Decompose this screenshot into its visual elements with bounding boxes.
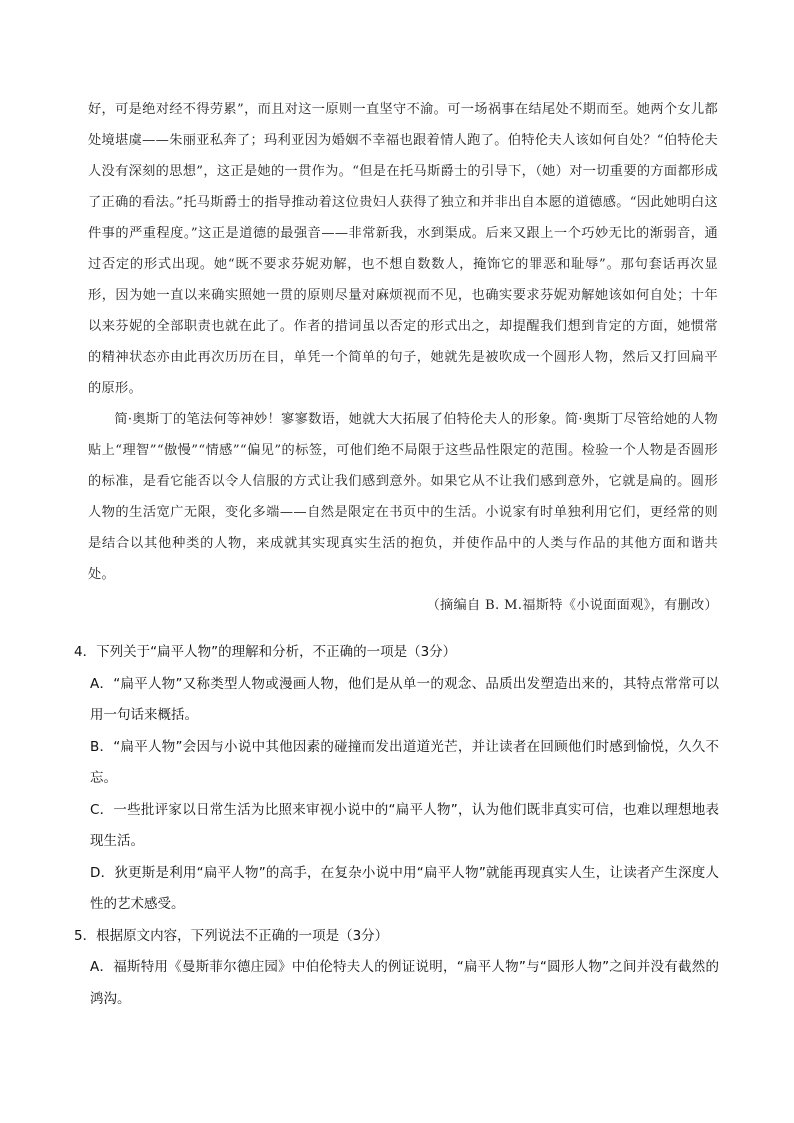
question-list	[74, 637, 719, 1015]
question-5-stem: 5．根据原文内容，下列说法不正确的一项是（3分）	[74, 927, 389, 944]
question-5-option-a: A．福斯特用《曼斯菲尔德庄园》中伯伦特夫人的例证说明，“扁平人物”与“圆形人物”之间并没有截然的鸿沟。	[90, 959, 719, 1007]
question-4-option-c: C．一些批评家以日常生活为比照来审视小说中的“扁平人物”，认为他们既非真实可信，也难以理想地表现生活。	[90, 801, 719, 849]
question-4-option-a: A．“扁平人物”又称类型人物或漫画人物，他们是从单一的观念、品质出发塑造出来的，其特点常常可以用一句话来概括。	[90, 675, 719, 723]
passage-paragraph-1: 好，可是绝对经不得劳累”，而且对这一原则一直坚守不渝。可一场祸事在结尾处不期而至。她两个女儿都处境堪虞——朱丽亚私奔了；玛利亚因为婚姻不幸福也跟着情人跑了。伯特伦夫人该如何自处？“伯特伦夫人没有深刻的思想”，这正是她的一贯作为。“但是在托马斯爵士的引导下，（她）对一切重要的方面都形成了正确的看法。”托马斯爵士的指导推动着这位贵妇人获得了独立和并非出自本愿的道德感。“因此她明白这件事的严重程度。”这正是道德的最强音——非常新我，水到渠成。后来又跟上一个巧妙无比的渐弱音，通过否定的形式出现。她“既不要求芬妮劝解，也不想自数数人，掩饰它的罪恶和耻辱”。那句套话再次显形，因为她一直以来确实照她一贯的原则尽量对麻烦视而不见，也确实要求芬妮劝解她该如何自处；十年以来芬妮的全部职责也就在此了。作者的措词虽以否定的形式出之，却提醒我们想到肯定的方面，她惯常的精神状态亦由此再次历历在目，单凭一个简单的句子，她就先是被吹成一个圆形人物，然后又打回扁平的原形。	[88, 102, 718, 396]
passage-paragraph-2: 简·奥斯丁的笔法何等神妙！寥寥数语，她就大大拓展了伯特伦夫人的形象。简·奥斯丁尽管给她的人物贴上“理智”“傲慢”“情感”“偏见”的标签，可他们绝不局限于这些品性限定的范围。检验一个人物是否圆形的标准，是看它能否以令人信服的方式让我们感到意外。如果它从不让我们感到意外，它就是扁的。圆形人物的生活宽广无限，变化多端——自然是限定在书页中的生活。小说家有时单独利用它们，更经常的则是结合以其他种类的人物，来成就其实现真实生活的抱负，并使作品中的人类与作品的其他方面和谐共处。	[88, 412, 718, 582]
question-5	[74, 921, 719, 1016]
question-4-stem: 4．下列关于“扁平人物”的理解和分析，不正确的一项是（3分）	[74, 644, 457, 660]
question-4-option-d: D．狄更斯是利用“扁平人物”的高手，在复杂小说中用“扁平人物”就能再现真实人生，让读者产生深度人性的艺术感受。	[90, 864, 719, 912]
question-4	[74, 637, 719, 921]
question-4-option-b: B．“扁平人物”会因与小说中其他因素的碰撞而发出道道光芒，并让读者在回顾他们时感到愉悦，久久不忘。	[90, 738, 719, 786]
reading-passage	[88, 94, 718, 621]
passage-source-citation: （摘编自 B. M.福斯特《小说面面观》，有删改）	[426, 598, 718, 613]
